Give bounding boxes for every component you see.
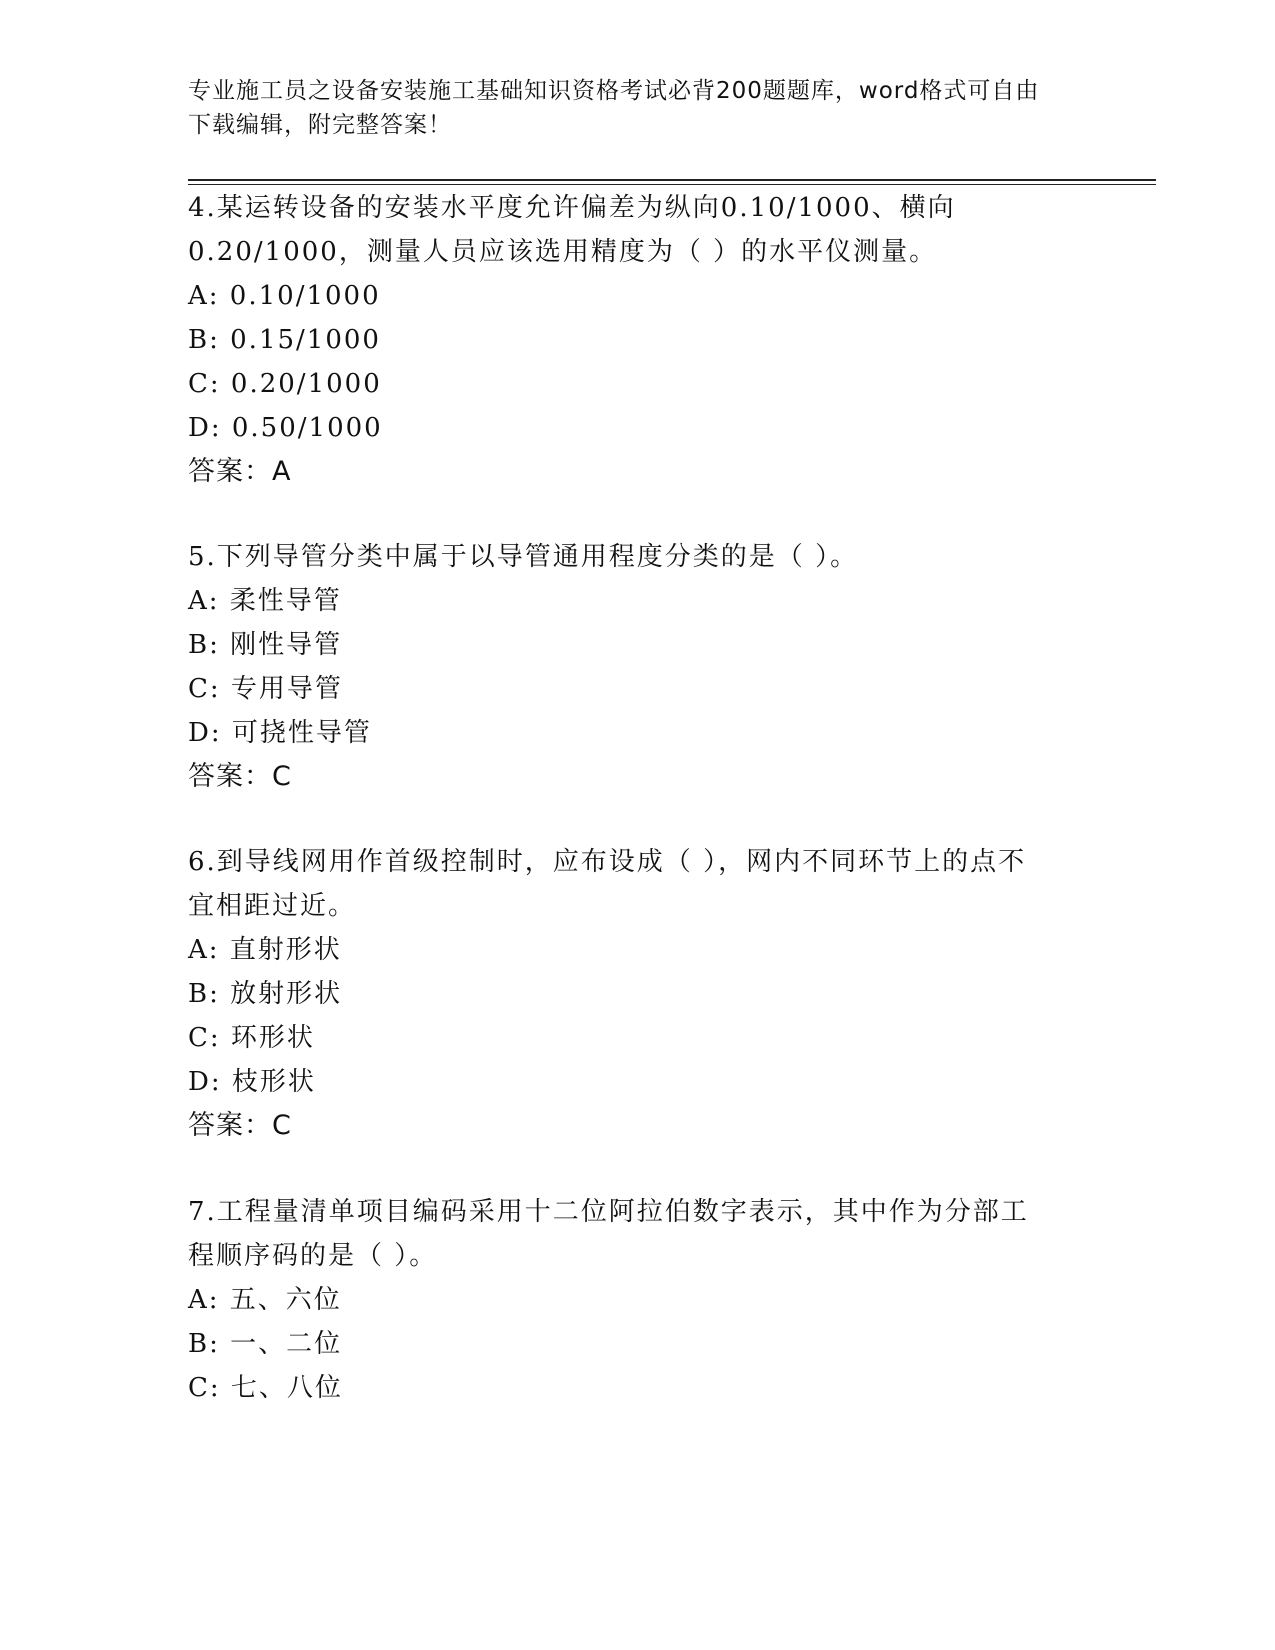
question-4-option-d: D: 0.50/1000	[188, 413, 383, 443]
question-4-option-c: C: 0.20/1000	[188, 369, 382, 399]
question-5-answer: 答案：C	[188, 761, 292, 792]
question-5-text-line-1: 5.下列导管分类中属于以导管通用程度分类的是（ ）。	[188, 542, 859, 572]
question-4-answer: 答案：A	[188, 456, 292, 487]
document-header	[188, 74, 1068, 142]
question-7-option-b: B: 一、二位	[188, 1329, 343, 1359]
question-5-option-d: D: 可挠性导管	[188, 718, 372, 748]
header-divider-thin	[188, 184, 1156, 185]
question-7-option-a: A: 五、六位	[188, 1285, 342, 1315]
question-4-option-a: A: 0.10/1000	[188, 281, 381, 311]
question-7-text-line-1: 7.工程量清单项目编码采用十二位阿拉伯数字表示，其中作为分部工	[188, 1197, 1029, 1227]
header-line-1: 专业施工员之设备安装施工基础知识资格考试必背200题题库，word格式可自由	[188, 78, 1040, 104]
question-4-text-line-1: 4.某运转设备的安装水平度允许偏差为纵向0.10/1000、横向	[188, 193, 956, 223]
question-7-option-c: C: 七、八位	[188, 1373, 343, 1403]
question-4-text-line-2: 0.20/1000，测量人员应该选用精度为（ ）的水平仪测量。	[188, 237, 938, 267]
header-line-2: 下载编辑，附完整答案！	[188, 112, 452, 138]
question-6-option-c: C: 环形状	[188, 1023, 315, 1053]
question-6-text-line-2: 宜相距过近。	[188, 891, 357, 921]
question-4-option-b: B: 0.15/1000	[188, 325, 381, 355]
question-5-option-a: A: 柔性导管	[188, 586, 342, 616]
question-6-option-d: D: 枝形状	[188, 1067, 316, 1097]
question-6-answer: 答案：C	[188, 1110, 292, 1141]
question-5-option-b: B: 刚性导管	[188, 630, 343, 660]
question-6-option-b: B: 放射形状	[188, 979, 343, 1009]
question-7-text-line-2: 程顺序码的是（ ）。	[188, 1241, 438, 1271]
header-divider	[188, 179, 1156, 181]
question-6-text-line-1: 6.到导线网用作首级控制时，应布设成（ ），网内不同环节上的点不	[188, 847, 1027, 877]
question-6-option-a: A: 直射形状	[188, 935, 342, 965]
question-5-option-c: C: 专用导管	[188, 674, 343, 704]
